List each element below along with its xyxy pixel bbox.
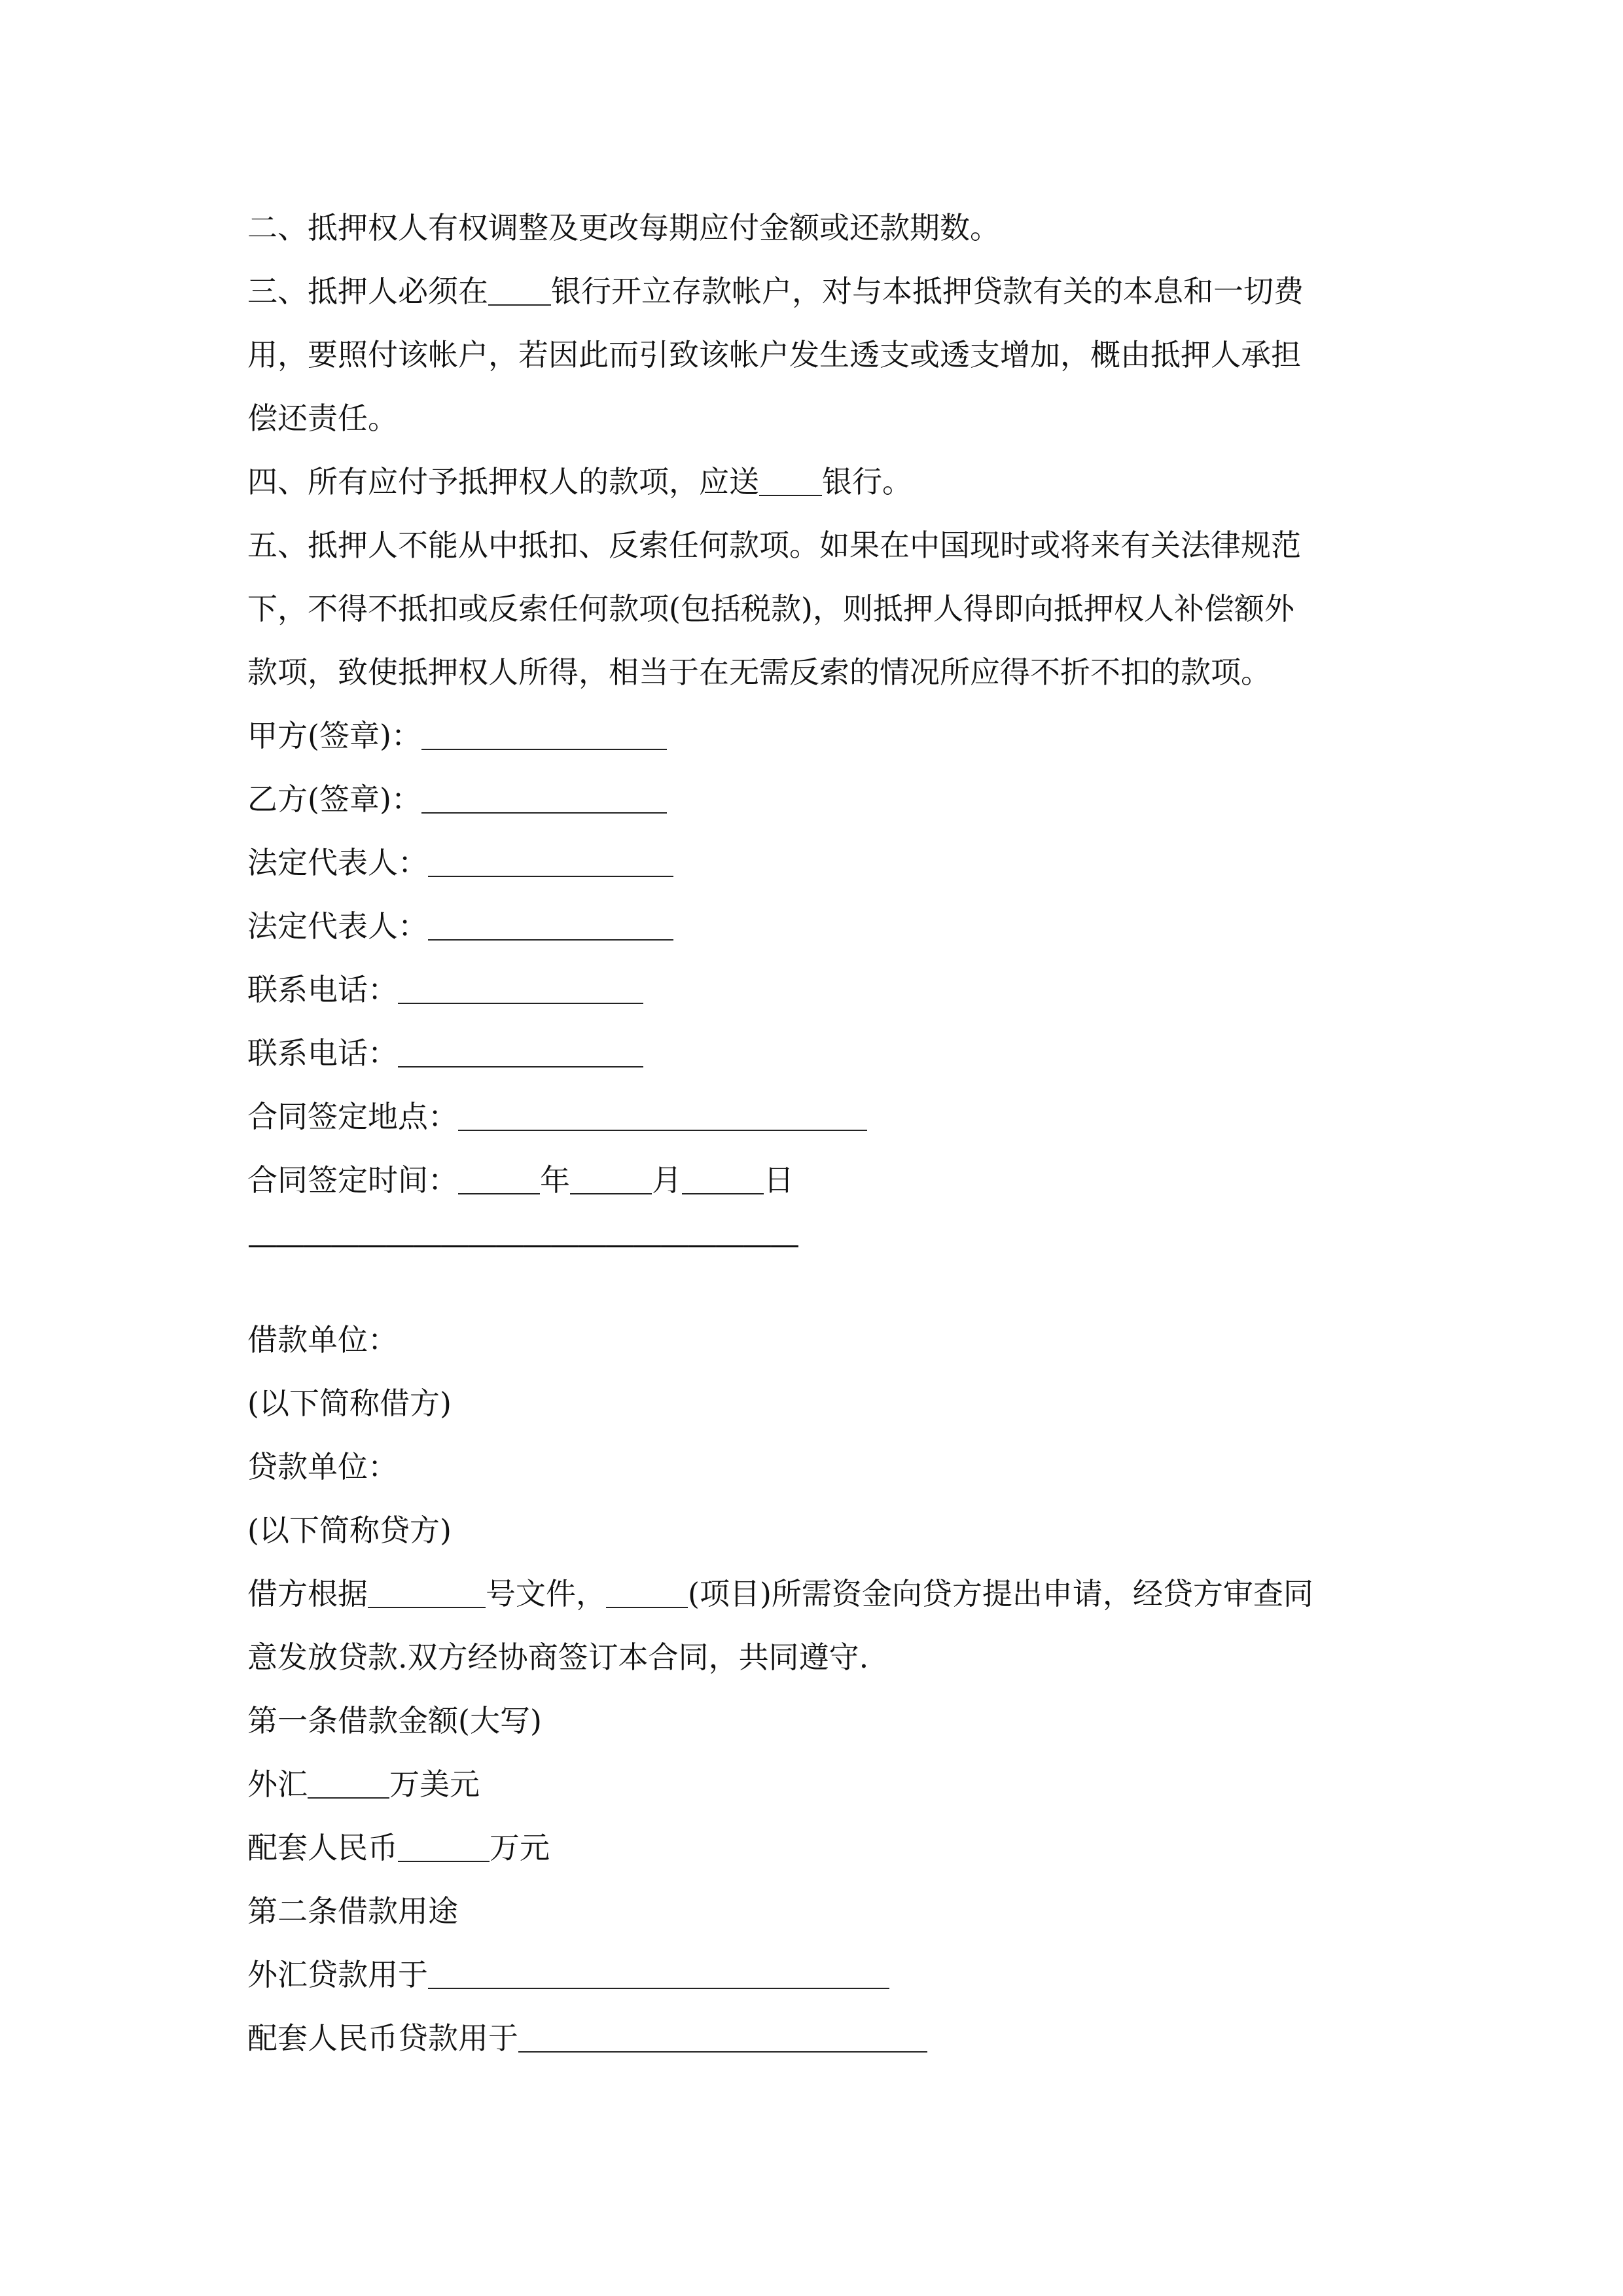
section-separator: ———————————————————— bbox=[247, 1226, 797, 1261]
clause-5-line-1: 五、抵押人不能从中抵扣、反索任何款项。如果在中国现时或将来有关法律规范 bbox=[247, 528, 1301, 563]
clause-2: 二、抵押权人有权调整及更改每期应付金额或还款期数。 bbox=[247, 210, 1000, 245]
borrower-row: 借款单位： bbox=[247, 1322, 398, 1357]
rmb-use-blank[interactable] bbox=[518, 2025, 927, 2053]
phone-row-2: 联系电话： bbox=[247, 1022, 1389, 1085]
bank-name-blank[interactable] bbox=[488, 278, 551, 306]
forex-amount-blank[interactable] bbox=[308, 1771, 389, 1799]
legal-rep-row-1: 法定代表人： bbox=[247, 831, 1389, 895]
lender-note: (以下简称贷方) bbox=[247, 1513, 452, 1548]
loan-basis-line-1: 借方根据 号文件， (项目)所需资金向贷方提出申请，经贷方审查同 bbox=[247, 1576, 1313, 1611]
party-a-signature-blank[interactable] bbox=[421, 723, 667, 750]
clause-3-line-3: 偿还责任。 bbox=[247, 401, 398, 436]
lender-row: 贷款单位： bbox=[247, 1449, 398, 1484]
forex-use-blank[interactable] bbox=[428, 1962, 889, 1989]
day-blank[interactable] bbox=[682, 1167, 764, 1194]
spacer bbox=[247, 1276, 1389, 1308]
clause-5-line-2: 下，不得不抵扣或反索任何款项(包括税款)，则抵押人得即向抵押权人补偿额外 bbox=[247, 591, 1294, 626]
phone-blank-1[interactable] bbox=[398, 977, 643, 1004]
rmb-amount-row: 配套人民币 万元 bbox=[247, 1830, 550, 1865]
legal-rep-blank-1[interactable] bbox=[428, 850, 673, 877]
month-blank[interactable] bbox=[570, 1167, 652, 1194]
forex-use-row: 外汇贷款用于 bbox=[247, 1943, 1389, 2007]
phone-blank-2[interactable] bbox=[398, 1040, 643, 1067]
contract-location-blank[interactable] bbox=[458, 1103, 867, 1131]
party-b-signature-blank[interactable] bbox=[421, 786, 667, 814]
project-blank[interactable] bbox=[606, 1581, 688, 1608]
contract-time-row: 合同签定时间： 年 月 日 bbox=[247, 1162, 794, 1198]
contract-location-row: 合同签定地点： bbox=[247, 1085, 1389, 1149]
legal-rep-blank-2[interactable] bbox=[428, 913, 673, 941]
payment-bank-blank[interactable] bbox=[759, 469, 822, 496]
clause-4: 四、所有应付予抵押权人的款项，应送 银行。 bbox=[247, 464, 912, 499]
legal-rep-row-2: 法定代表人： bbox=[247, 895, 1389, 958]
document-body bbox=[247, 196, 1389, 2070]
loan-basis-line-2: 意发放贷款.双方经协商签订本合同，共同遵守. bbox=[247, 1640, 869, 1675]
year-blank[interactable] bbox=[458, 1167, 540, 1194]
rmb-use-row: 配套人民币贷款用于 bbox=[247, 2007, 1389, 2070]
clause-3-line-1: 三、抵押人必须在 银行开立存款帐户，对与本抵押贷款有关的本息和一切费 bbox=[247, 274, 1304, 309]
article-2-heading: 第二条借款用途 bbox=[247, 1893, 458, 1929]
clause-5-line-3: 款项，致使抵押权人所得，相当于在无需反索的情况所应得不折不扣的款项。 bbox=[247, 655, 1271, 690]
clause-3-line-2: 用，要照付该帐户，若因此而引致该帐户发生透支或透支增加，概由抵押人承担 bbox=[247, 337, 1301, 372]
borrower-note: (以下简称借方) bbox=[247, 1386, 452, 1421]
document-number-blank[interactable] bbox=[368, 1581, 486, 1608]
party-a-signature-row: 甲方(签章)： bbox=[247, 704, 1389, 768]
article-1-heading: 第一条借款金额(大写) bbox=[247, 1703, 542, 1738]
party-b-signature-row: 乙方(签章)： bbox=[247, 768, 1389, 831]
rmb-amount-blank[interactable] bbox=[398, 1835, 490, 1862]
phone-row-1: 联系电话： bbox=[247, 958, 1389, 1022]
forex-amount-row: 外汇 万美元 bbox=[247, 1767, 480, 1802]
